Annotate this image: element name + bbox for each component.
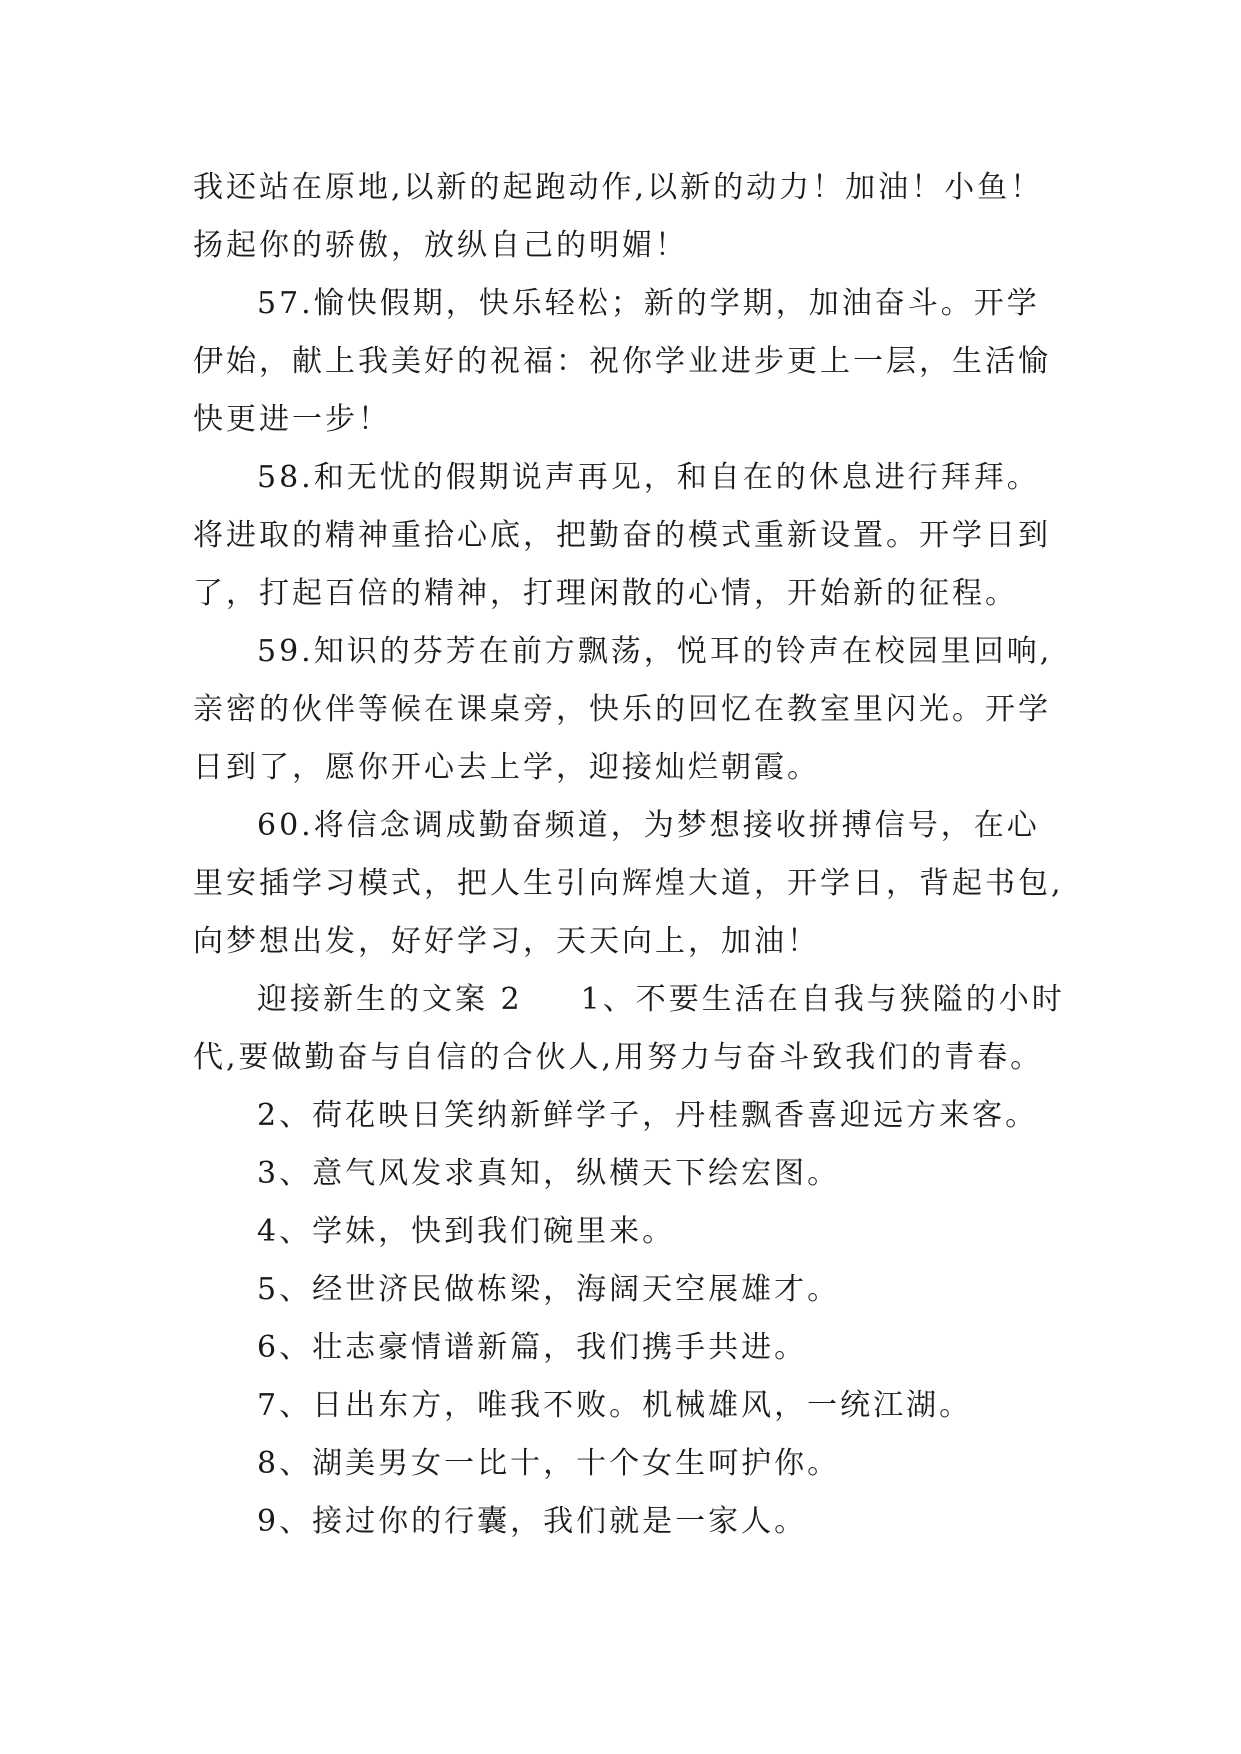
text-line: 快更进一步！: [193, 402, 391, 437]
text-line: 里安插学习模式，把人生引向辉煌大道，开学日，背起书包,: [193, 866, 1064, 901]
text-line: 3、意气风发求真知，纵横天下绘宏图。: [257, 1156, 841, 1191]
paragraph-59: [193, 623, 1093, 797]
document-body: [193, 159, 1093, 1551]
text-line: 57.愉快假期，快乐轻松；新的学期，加油奋斗。开学: [257, 286, 1040, 321]
list-item-1: 1、不要生活在自我与狭隘的小时: [580, 982, 1065, 1017]
text-line: 代,要做勤奋与自信的合伙人,用努力与奋斗致我们的青春。: [193, 1040, 1044, 1075]
text-line: 了，打起百倍的精神，打理闲散的心情，开始新的征程。: [193, 576, 1018, 611]
text-line: 4、学妹，快到我们碗里来。: [257, 1214, 676, 1249]
text-line: [193, 971, 1093, 1029]
text-line: 58.和无忧的假期说声再见，和自在的休息进行拜拜。: [257, 460, 1040, 495]
list-item-9: [193, 1493, 1093, 1551]
list-item-4: [193, 1203, 1093, 1261]
list-item-6: [193, 1319, 1093, 1377]
list-item-8: [193, 1435, 1093, 1493]
text-line: 将进取的精神重拾心底，把勤奋的模式重新设置。开学日到: [193, 518, 1051, 553]
text-line: 2、荷花映日笑纳新鲜学子，丹桂飘香喜迎远方来客。: [257, 1098, 1039, 1133]
text-line: 8、湖美男女一比十，十个女生呵护你。: [257, 1446, 841, 1481]
section-heading: 迎接新生的文案 2: [257, 982, 523, 1017]
paragraph-58: [193, 449, 1093, 623]
text-line: 60.将信念调成勤奋频道，为梦想接收拼搏信号，在心: [257, 808, 1040, 843]
text-line: 5、经世济民做栋梁，海阔天空展雄才。: [257, 1272, 841, 1307]
text-line: 6、壮志豪情谱新篇，我们携手共进。: [257, 1330, 808, 1365]
list-item-7: [193, 1377, 1093, 1435]
paragraph-60: [193, 797, 1093, 971]
list-item-2: [193, 1087, 1093, 1145]
paragraph-57: [193, 275, 1093, 449]
text-line: 7、日出东方，唯我不败。机械雄风，一统江湖。: [257, 1388, 973, 1423]
text-line: 日到了，愿你开心去上学，迎接灿烂朝霞。: [193, 750, 820, 785]
text-line: 亲密的伙伴等候在课桌旁，快乐的回忆在教室里闪光。开学: [193, 692, 1051, 727]
list-item-3: [193, 1145, 1093, 1203]
text-line: 向梦想出发，好好学习，天天向上，加油！: [193, 924, 820, 959]
text-line: 扬起你的骄傲，放纵自己的明媚！: [193, 228, 688, 263]
list-item-5: [193, 1261, 1093, 1319]
text-line: 我还站在原地,以新的起跑动作,以新的动力！加油！小鱼！: [193, 170, 1044, 205]
paragraph-continuation: [193, 159, 1093, 275]
paragraph-section-2: [193, 971, 1093, 1087]
text-line: 59.知识的芬芳在前方飘荡，悦耳的铃声在校园里回响,: [257, 634, 1053, 669]
text-line: 伊始，献上我美好的祝福：祝你学业进步更上一层，生活愉: [193, 344, 1051, 379]
text-line: 9、接过你的行囊，我们就是一家人。: [257, 1504, 808, 1539]
